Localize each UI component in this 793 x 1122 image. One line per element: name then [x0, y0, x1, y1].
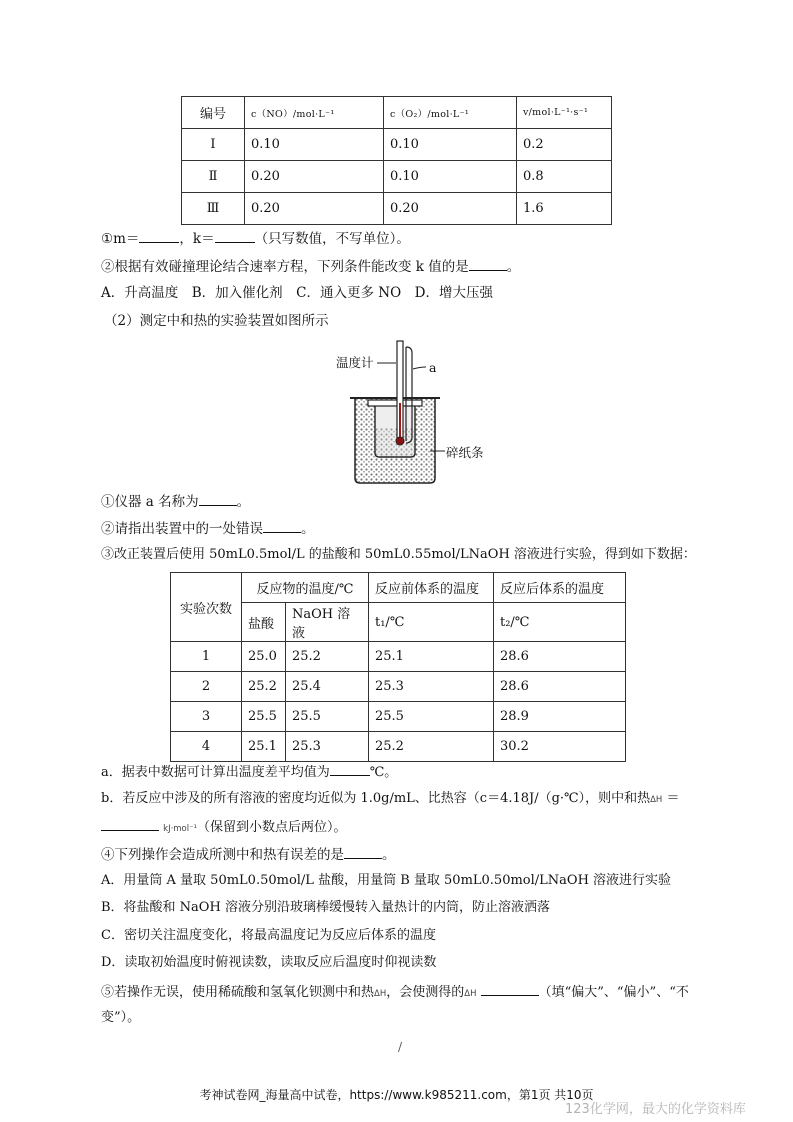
text: 。	[506, 259, 521, 275]
table-cell: Ⅰ	[182, 129, 245, 161]
label-thermometer: 温度计	[336, 355, 374, 370]
answer-blank	[330, 761, 370, 776]
watermark: 123化学网，最大的化学资料库	[565, 1102, 746, 1117]
table-cell: 25.3	[286, 732, 369, 762]
answer-blank	[139, 228, 179, 243]
table-cell: Ⅱ	[182, 161, 245, 193]
table-cell: 25.0	[242, 642, 286, 672]
table-cell: 28.6	[494, 672, 626, 702]
text: （保留到小数点后两位）。	[197, 820, 347, 835]
question-options: A．升高温度 B．加入催化剂 C．通入更多 NO D．增大压强	[101, 285, 493, 301]
table-cell: 3	[171, 702, 242, 732]
answer-blank	[344, 844, 382, 859]
table-header-cell: 盐酸	[242, 603, 286, 642]
table-cell: 25.5	[242, 702, 286, 732]
table-cell: 0.20	[384, 193, 517, 225]
table-header-cell: 反应物的温度/℃	[242, 573, 369, 603]
table-header-cell: NaOH 溶液	[286, 603, 369, 642]
page-footer: 考神试卷网_海量高中试卷，https://www.k985211.com，第1页 共10页	[199, 1088, 594, 1102]
calorimeter-figure	[330, 333, 500, 493]
question-intro: （2）测定中和热的实验装置如图所示	[104, 313, 329, 329]
table-row	[182, 193, 612, 225]
option-d: D．读取初始温度时俯视读数，读取反应后温度时仰视读数	[101, 955, 437, 970]
question-experiment: ③改正装置后使用 50mL0.5mol/L 的盐酸和 50mL0.55mol/LNaOH 溶液进行实验，得到如下数据：	[101, 547, 696, 562]
table-cell: 30.2	[494, 732, 626, 762]
table-header-row	[182, 97, 612, 129]
answer-blank	[469, 256, 507, 271]
label-paper-strips: 碎纸条	[446, 445, 484, 460]
question-line-m-k	[101, 228, 410, 249]
experiment-data-table	[170, 572, 626, 762]
table-cell: 28.6	[494, 642, 626, 672]
table-header-cell: 反应前体系的温度	[369, 573, 494, 603]
text: ，k＝	[179, 231, 215, 247]
rate-data-table	[181, 96, 612, 225]
table-header-cell: 编号	[182, 97, 245, 129]
unit-kj-mol: kJ·mol⁻¹	[163, 824, 198, 834]
table-cell: 25.5	[369, 702, 494, 732]
delta-h-symbol: ΔH	[374, 989, 387, 999]
text: （填“偏大”、“偏小”、“不	[538, 985, 689, 1000]
table-header-cell: c（O₂）/mol·L⁻¹	[384, 97, 517, 129]
table-header-row	[171, 573, 626, 603]
table-row	[171, 702, 626, 732]
table-row	[182, 129, 612, 161]
text: ②根据有效碰撞理论结合速率方程，下列条件能改变 k 值的是	[101, 259, 469, 275]
table-header-cell: t₂/℃	[494, 603, 626, 642]
question-sulfuric-acid-cont: 变”）。	[101, 1010, 141, 1025]
table-row	[171, 732, 626, 762]
table-cell: 25.4	[286, 672, 369, 702]
stray-mark: /	[398, 1040, 403, 1054]
question-sulfuric-acid	[101, 981, 689, 1004]
question-error-cause	[101, 844, 396, 865]
table-cell: 25.5	[286, 702, 369, 732]
question-line-k-factor	[101, 256, 520, 277]
text: ＝	[666, 791, 680, 806]
text: 。	[301, 521, 315, 537]
table-cell: Ⅲ	[182, 193, 245, 225]
table-cell: 2	[171, 672, 242, 702]
answer-blank	[263, 518, 301, 533]
table-cell: 1.6	[517, 193, 612, 225]
question-instrument-a	[101, 491, 250, 512]
text: ①m＝	[101, 231, 140, 247]
text: ④下列操作会造成所测中和热有误差的是	[101, 847, 344, 863]
table-cell: 0.8	[517, 161, 612, 193]
table-cell: 4	[171, 732, 242, 762]
table-row	[171, 642, 626, 672]
table-cell: 0.10	[245, 129, 384, 161]
table-header-cell: 实验次数	[171, 573, 242, 642]
question-heat-calc	[101, 789, 679, 810]
option-c: C．密切关注温度变化，将最高温度记为反应后体系的温度	[101, 928, 436, 943]
text: ℃。	[369, 765, 398, 780]
table-cell: 25.2	[242, 672, 286, 702]
table-row	[182, 161, 612, 193]
question-error	[101, 518, 315, 539]
label-a: a	[429, 360, 437, 375]
text: 。	[382, 847, 396, 863]
table-cell: 0.20	[245, 193, 384, 225]
text: ①仪器 a 名称为	[101, 494, 199, 510]
table-cell: 0.2	[517, 129, 612, 161]
text: ②请指出装置中的一处错误	[101, 521, 263, 537]
answer-blank	[215, 228, 255, 243]
text: ，会使测得的	[386, 985, 465, 1000]
table-header-cell: 反应后体系的温度	[494, 573, 626, 603]
delta-h-symbol: ΔH	[650, 795, 663, 805]
table-header-cell: c（NO）/mol·L⁻¹	[245, 97, 384, 129]
text: （只写数值，不写单位）。	[254, 231, 410, 247]
text: a．据表中数据可计算出温度差平均值为	[101, 765, 330, 780]
answer-blank	[101, 816, 159, 831]
option-a: A．用量筒 A 量取 50mL0.50mol/L 盐酸，用量筒 B 量取 50mL0.50mol/LNaOH 溶液进行实验	[101, 873, 672, 888]
table-cell: 1	[171, 642, 242, 672]
table-cell: 25.1	[369, 642, 494, 672]
table-row	[171, 672, 626, 702]
option-b: B．将盐酸和 NaOH 溶液分别沿玻璃棒缓慢转入量热计的内筒，防止溶液洒落	[101, 900, 550, 915]
answer-blank	[481, 981, 539, 996]
text: 。	[236, 494, 251, 510]
table-cell: 25.2	[369, 732, 494, 762]
table-cell: 0.10	[384, 161, 517, 193]
table-cell: 25.2	[286, 642, 369, 672]
text: b．若反应中涉及的所有溶液的密度均近似为 1.0g/mL、比热容（c＝4.18J/（g·℃），则中和热	[101, 791, 651, 806]
table-cell: 0.10	[384, 129, 517, 161]
text: ⑤若操作无误，使用稀硫酸和氢氧化钡测中和热	[101, 985, 375, 1000]
table-header-cell: t₁/℃	[369, 603, 494, 642]
delta-h-symbol: ΔH	[464, 989, 477, 999]
table-cell: 25.3	[369, 672, 494, 702]
table-cell: 0.20	[245, 161, 384, 193]
table-header-cell: v/mol·L⁻¹·s⁻¹	[517, 97, 612, 129]
answer-blank	[199, 491, 237, 506]
question-temp-diff	[101, 761, 397, 783]
table-cell: 25.1	[242, 732, 286, 762]
question-heat-calc-cont	[101, 816, 347, 839]
table-cell: 28.9	[494, 702, 626, 732]
